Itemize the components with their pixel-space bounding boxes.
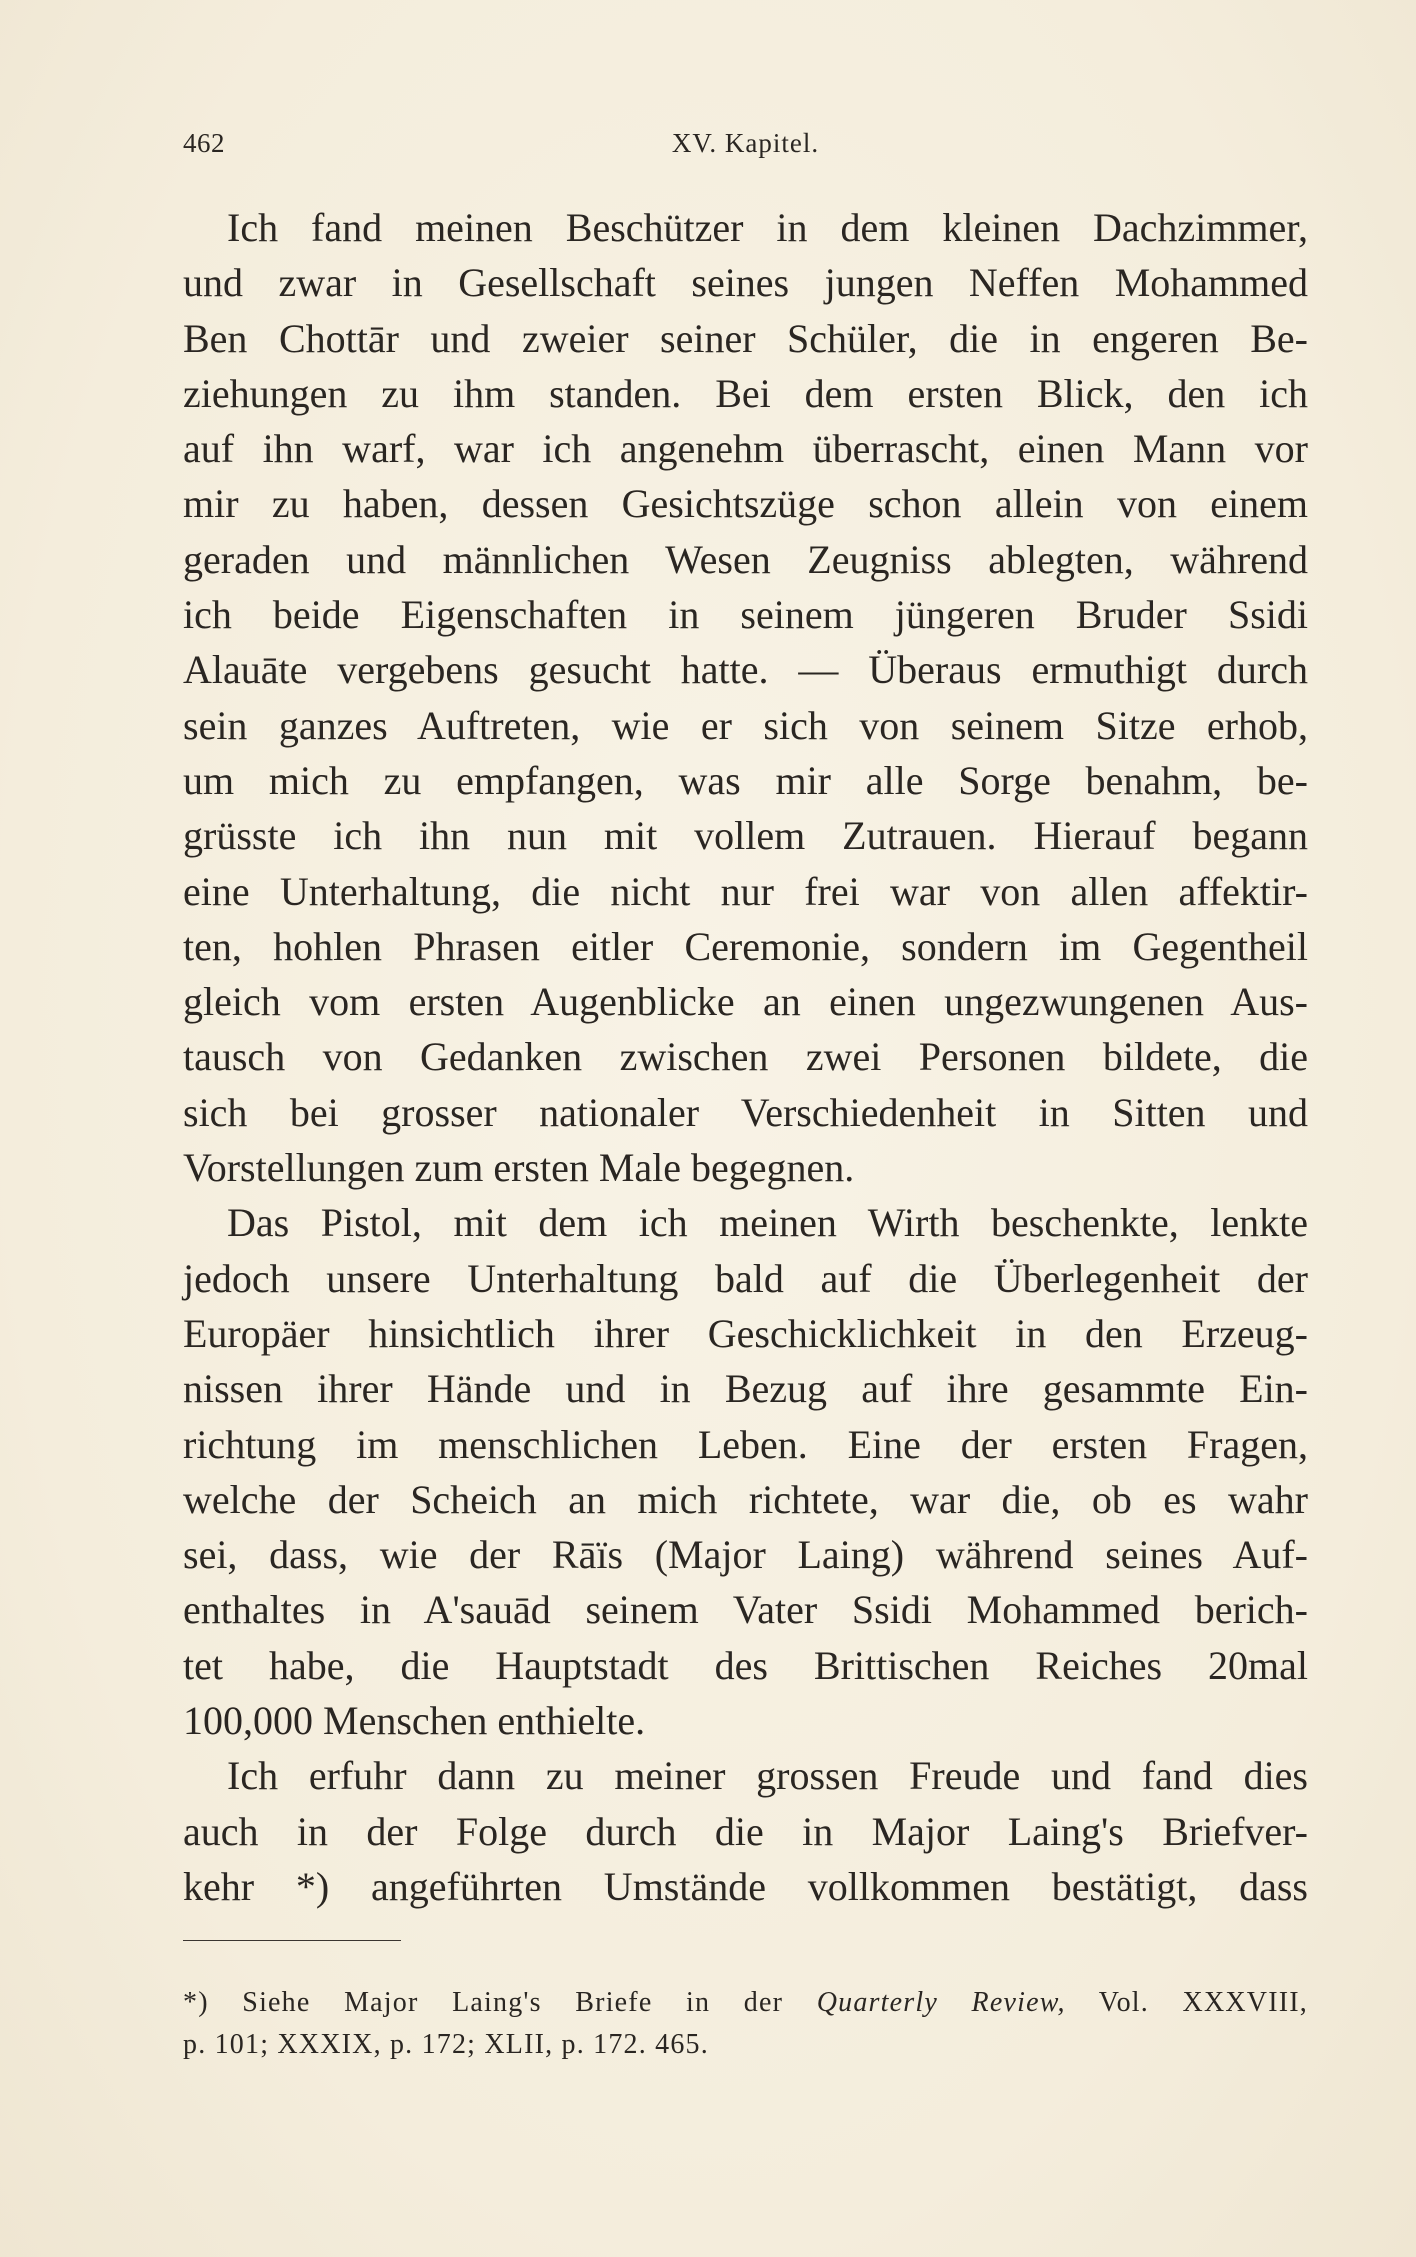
text-line: ten, hohlen Phrasen eitler Ceremonie, sondern im Gegentheil xyxy=(183,923,1308,969)
page-number: 462 xyxy=(183,128,225,158)
text-line: sein ganzes Auftreten, wie er sich von seinem Sitze erhob, xyxy=(183,702,1308,748)
text-line: Das Pistol, mit dem ich meinen Wirth beschenkte, lenkte xyxy=(227,1200,1308,1246)
text-line: ich beide Eigenschaften in seinem jüngeren Bruder Ssidi xyxy=(183,592,1308,638)
text-line: Europäer hinsichtlich ihrer Geschicklichkeit in den Erzeug- xyxy=(183,1310,1308,1356)
footnote-line xyxy=(183,1982,1308,2024)
footnote-text: Vol. XXXVIII, xyxy=(1098,1987,1309,2018)
footnote-text: *) Siehe Major Laing's Briefe in der xyxy=(183,1987,784,2018)
text-line: tausch von Gedanken zwischen zwei Personen bildete, die xyxy=(183,1034,1308,1080)
journal-title: Quarterly Review, xyxy=(816,1987,1066,2018)
text-line: Ben Chottār und zweier seiner Schüler, die in engeren Be- xyxy=(183,315,1308,361)
text-line: jedoch unsere Unterhaltung bald auf die Überlegenheit der xyxy=(183,1255,1308,1301)
text-line: tet habe, die Hauptstadt des Brittischen Reiches 20mal xyxy=(183,1642,1308,1688)
page-header xyxy=(183,128,1308,168)
text-line: richtung im menschlichen Leben. Eine der ersten Fragen, xyxy=(183,1421,1308,1467)
footnote xyxy=(183,1982,1308,2066)
text-line: enthaltes in A'sauād seinem Vater Ssidi Mohammed berich- xyxy=(183,1587,1308,1633)
text-line: um mich zu empfangen, was mir alle Sorge benahm, be- xyxy=(183,757,1308,803)
text-line: Vorstellungen zum ersten Male begegnen. xyxy=(183,1145,855,1191)
text-line: auch in der Folge durch die in Major Laing's Briefver- xyxy=(183,1808,1308,1854)
running-title: XV. Kapitel. xyxy=(671,128,820,158)
text-line: welche der Scheich an mich richtete, war die, ob es wahr xyxy=(183,1476,1308,1522)
text-line: auf ihn warf, war ich angenehm überrascht, einen Mann vor xyxy=(183,426,1308,472)
text-line: Alauāte vergebens gesucht hatte. — Überaus ermuthigt durch xyxy=(183,647,1308,693)
text-line: Ich erfuhr dann zu meiner grossen Freude und fand dies xyxy=(227,1753,1308,1799)
text-line: kehr *) angeführten Umstände vollkommen bestätigt, dass xyxy=(183,1863,1308,1909)
text-line: ziehungen zu ihm standen. Bei dem ersten Blick, den ich xyxy=(183,370,1308,416)
text-line: eine Unterhaltung, die nicht nur frei war von allen affektir- xyxy=(183,868,1308,914)
text-line: geraden und männlichen Wesen Zeugniss ablegten, während xyxy=(183,536,1308,582)
text-line: grüsste ich ihn nun mit vollem Zutrauen. Hierauf begann xyxy=(183,813,1308,859)
footnote-divider xyxy=(183,1940,401,1941)
text-line: 100,000 Menschen enthielte. xyxy=(183,1698,646,1744)
text-line: und zwar in Gesellschaft seines jungen Neffen Mohammed xyxy=(183,260,1308,306)
body-text xyxy=(183,200,1308,1914)
text-line: sei, dass, wie der Rāïs (Major Laing) während seines Auf- xyxy=(183,1532,1308,1578)
text-line: mir zu haben, dessen Gesichtszüge schon allein von einem xyxy=(183,481,1308,527)
text-line: nissen ihrer Hände und in Bezug auf ihre gesammte Ein- xyxy=(183,1366,1308,1412)
text-line: Ich fand meinen Beschützer in dem kleinen Dachzimmer, xyxy=(227,205,1308,250)
text-line: sich bei grosser nationaler Verschiedenheit in Sitten und xyxy=(183,1089,1308,1135)
text-line: gleich vom ersten Augenblicke an einen ungezwungenen Aus- xyxy=(183,979,1308,1025)
footnote-line: p. 101; XXXIX, p. 172; XLII, p. 172. 465. xyxy=(183,2029,709,2060)
